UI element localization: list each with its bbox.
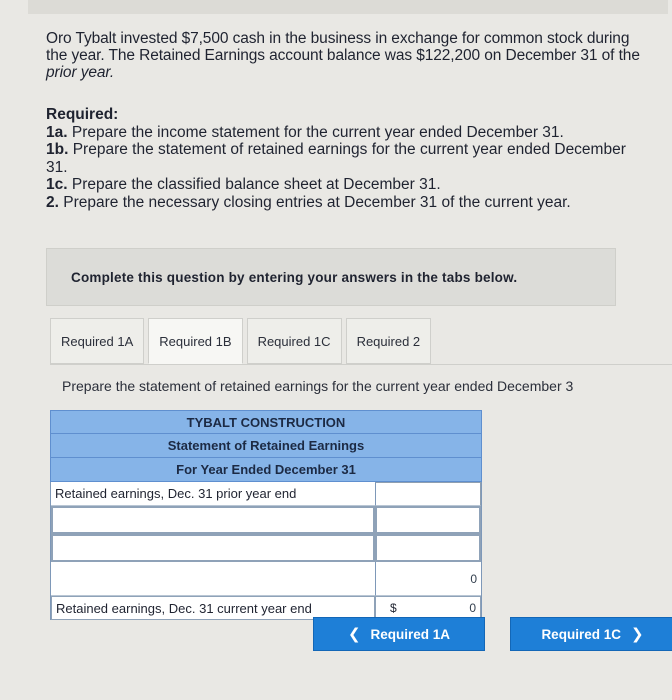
prev-tab-label: Required 1A	[370, 626, 451, 642]
required-item-1a: 1a. Prepare the income statement for the current year ended December 31.	[46, 123, 564, 141]
subtotal-value	[375, 562, 481, 596]
description-input[interactable]	[51, 534, 375, 562]
tab-bar	[50, 318, 435, 366]
currency-symbol: $	[390, 601, 397, 615]
subtotal-number: 0	[470, 571, 477, 586]
next-tab-label: Required 1C	[541, 626, 621, 642]
statement-title: Statement of Retained Earnings	[50, 434, 482, 458]
amount-input[interactable]	[375, 482, 481, 506]
statement-period: For Year Ended December 31	[50, 458, 482, 482]
statement-row	[50, 482, 482, 506]
total-number: 0	[469, 601, 476, 615]
problem-text: Oro Tybalt invested $7,500 cash in the business in exchange for common stock during the year. The Retained Earnings account balance was $122,200 on December 31 of the prior year.	[46, 30, 640, 81]
statement-row	[50, 506, 482, 534]
chevron-right-icon: ❯	[630, 626, 644, 643]
tab-required-1b[interactable]: Required 1B	[148, 318, 242, 364]
total-label: Retained earnings, Dec. 31 current year end	[51, 596, 375, 620]
amount-input[interactable]	[375, 506, 481, 534]
tab-required-1a[interactable]: Required 1A	[50, 318, 144, 364]
instruction-text: Complete this question by entering your answers in the tabs below.	[71, 269, 518, 285]
top-strip	[28, 0, 668, 14]
tab-required-2[interactable]: Required 2	[346, 318, 432, 364]
instruction-banner	[46, 248, 616, 306]
tab-panel-border	[50, 364, 672, 365]
prev-tab-button[interactable]	[313, 617, 485, 651]
required-item-2: 2. Prepare the necessary closing entries at December 31 of the current year.	[46, 193, 571, 211]
row-label	[51, 562, 375, 596]
required-item-1c: 1c. Prepare the classified balance sheet at December 31.	[46, 176, 441, 193]
required-heading: Required:	[46, 106, 119, 123]
retained-earnings-statement	[50, 410, 482, 620]
description-input[interactable]	[51, 506, 375, 534]
next-tab-button[interactable]	[510, 617, 672, 651]
required-item-1b: 1b. Prepare the statement of retained earnings for the current year ended December 31.	[46, 141, 626, 176]
required-list	[46, 106, 646, 211]
chevron-left-icon: ❮	[347, 626, 361, 643]
row-label: Retained earnings, Dec. 31 prior year end	[51, 482, 375, 506]
amount-input[interactable]	[375, 534, 481, 562]
statement-company: TYBALT CONSTRUCTION	[50, 410, 482, 434]
tab-required-1c[interactable]: Required 1C	[247, 318, 342, 364]
statement-row	[50, 534, 482, 562]
tab-prompt: Prepare the statement of retained earnings for the current year ended December 3	[62, 378, 574, 394]
statement-row	[50, 562, 482, 596]
